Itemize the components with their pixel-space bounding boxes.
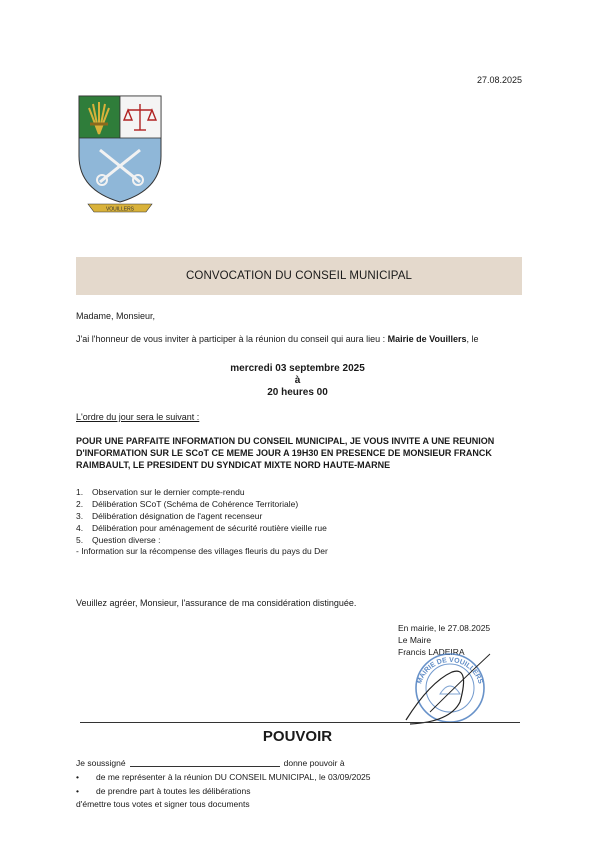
intro-prefix: J'ai l'honneur de vous inviter à participer à la réunion du conseil qui aura lieu : bbox=[76, 334, 388, 344]
salutation: Madame, Monsieur, bbox=[76, 311, 156, 321]
agenda-intro: L'ordre du jour sera le suivant : bbox=[76, 412, 200, 422]
list-item: 3. Délibération désignation de l'agent recenseur bbox=[76, 511, 263, 521]
pouvoir-prefix: Je soussigné bbox=[76, 758, 126, 768]
intro-suffix: , le bbox=[466, 334, 479, 344]
intro-place: Mairie de Vouillers bbox=[387, 334, 467, 344]
intro-paragraph bbox=[76, 334, 479, 344]
name-blank-field[interactable] bbox=[130, 766, 280, 767]
list-item: 2. Délibération SCoT (Schéma de Cohérence Territoriale) bbox=[76, 499, 299, 509]
notice-paragraph: POUR UNE PARFAITE INFORMATION DU CONSEIL MUNICIPAL, JE VOUS INVITE A UNE REUNION D'INFORMATION SUR LE SCoT CE MEME JOUR A 19H30 EN PRESENCE DE MONSIEUR FRANCK RAIMBAULT, LE PRESIDENT DU SYNDICAT MIXTE NORD HAUTE-MARNE bbox=[76, 436, 495, 470]
closing-line: Veuillez agréer, Monsieur, l'assurance de ma considération distinguée. bbox=[76, 598, 357, 608]
agenda-list bbox=[76, 486, 327, 546]
agenda-extra-item: - Information sur la récompense des villages fleuris du pays du Der bbox=[76, 546, 328, 556]
pouvoir-line bbox=[76, 758, 345, 768]
list-item: 1. Observation sur le dernier compte-rendu bbox=[76, 487, 245, 497]
meeting-time: 20 heures 00 bbox=[267, 387, 328, 398]
bullet-icon: • bbox=[76, 772, 79, 782]
list-item: 4. Délibération pour aménagement de sécurité routière vieille rue bbox=[76, 523, 327, 533]
title-banner bbox=[76, 257, 522, 295]
meeting-date: mercredi 03 septembre 2025 bbox=[230, 363, 365, 374]
signature-role: Le Maire bbox=[398, 635, 432, 645]
crest-ribbon-text: VOUILLERS bbox=[105, 206, 135, 213]
list-item: 5. Question diverse : bbox=[76, 535, 161, 545]
meeting-at: à bbox=[294, 375, 301, 386]
signature-name: Francis LADEIRA bbox=[398, 647, 465, 657]
page-title: CONVOCATION DU CONSEIL MUNICIPAL bbox=[186, 270, 412, 282]
mairie-stamp-icon bbox=[400, 642, 496, 728]
bullet-icon: • bbox=[76, 786, 79, 796]
pouvoir-bullet-1: • de me représenter à la réunion DU CONSEIL MUNICIPAL, le 03/09/2025 bbox=[76, 772, 371, 782]
pouvoir-last-line: d'émettre tous votes et signer tous documents bbox=[76, 799, 250, 809]
stamp-text: MAIRIE DE VOUILLERS bbox=[416, 656, 484, 685]
section-divider bbox=[80, 722, 520, 723]
pouvoir-title: POUVOIR bbox=[262, 728, 333, 745]
document-date: 27.08.2025 bbox=[476, 75, 522, 85]
signature-place-date: En mairie, le 27.08.2025 bbox=[398, 623, 491, 633]
pouvoir-bullet-2: • de prendre part à toutes les délibérations bbox=[76, 786, 251, 796]
municipal-crest-icon bbox=[76, 94, 164, 214]
pouvoir-suffix: donne pouvoir à bbox=[283, 758, 345, 768]
